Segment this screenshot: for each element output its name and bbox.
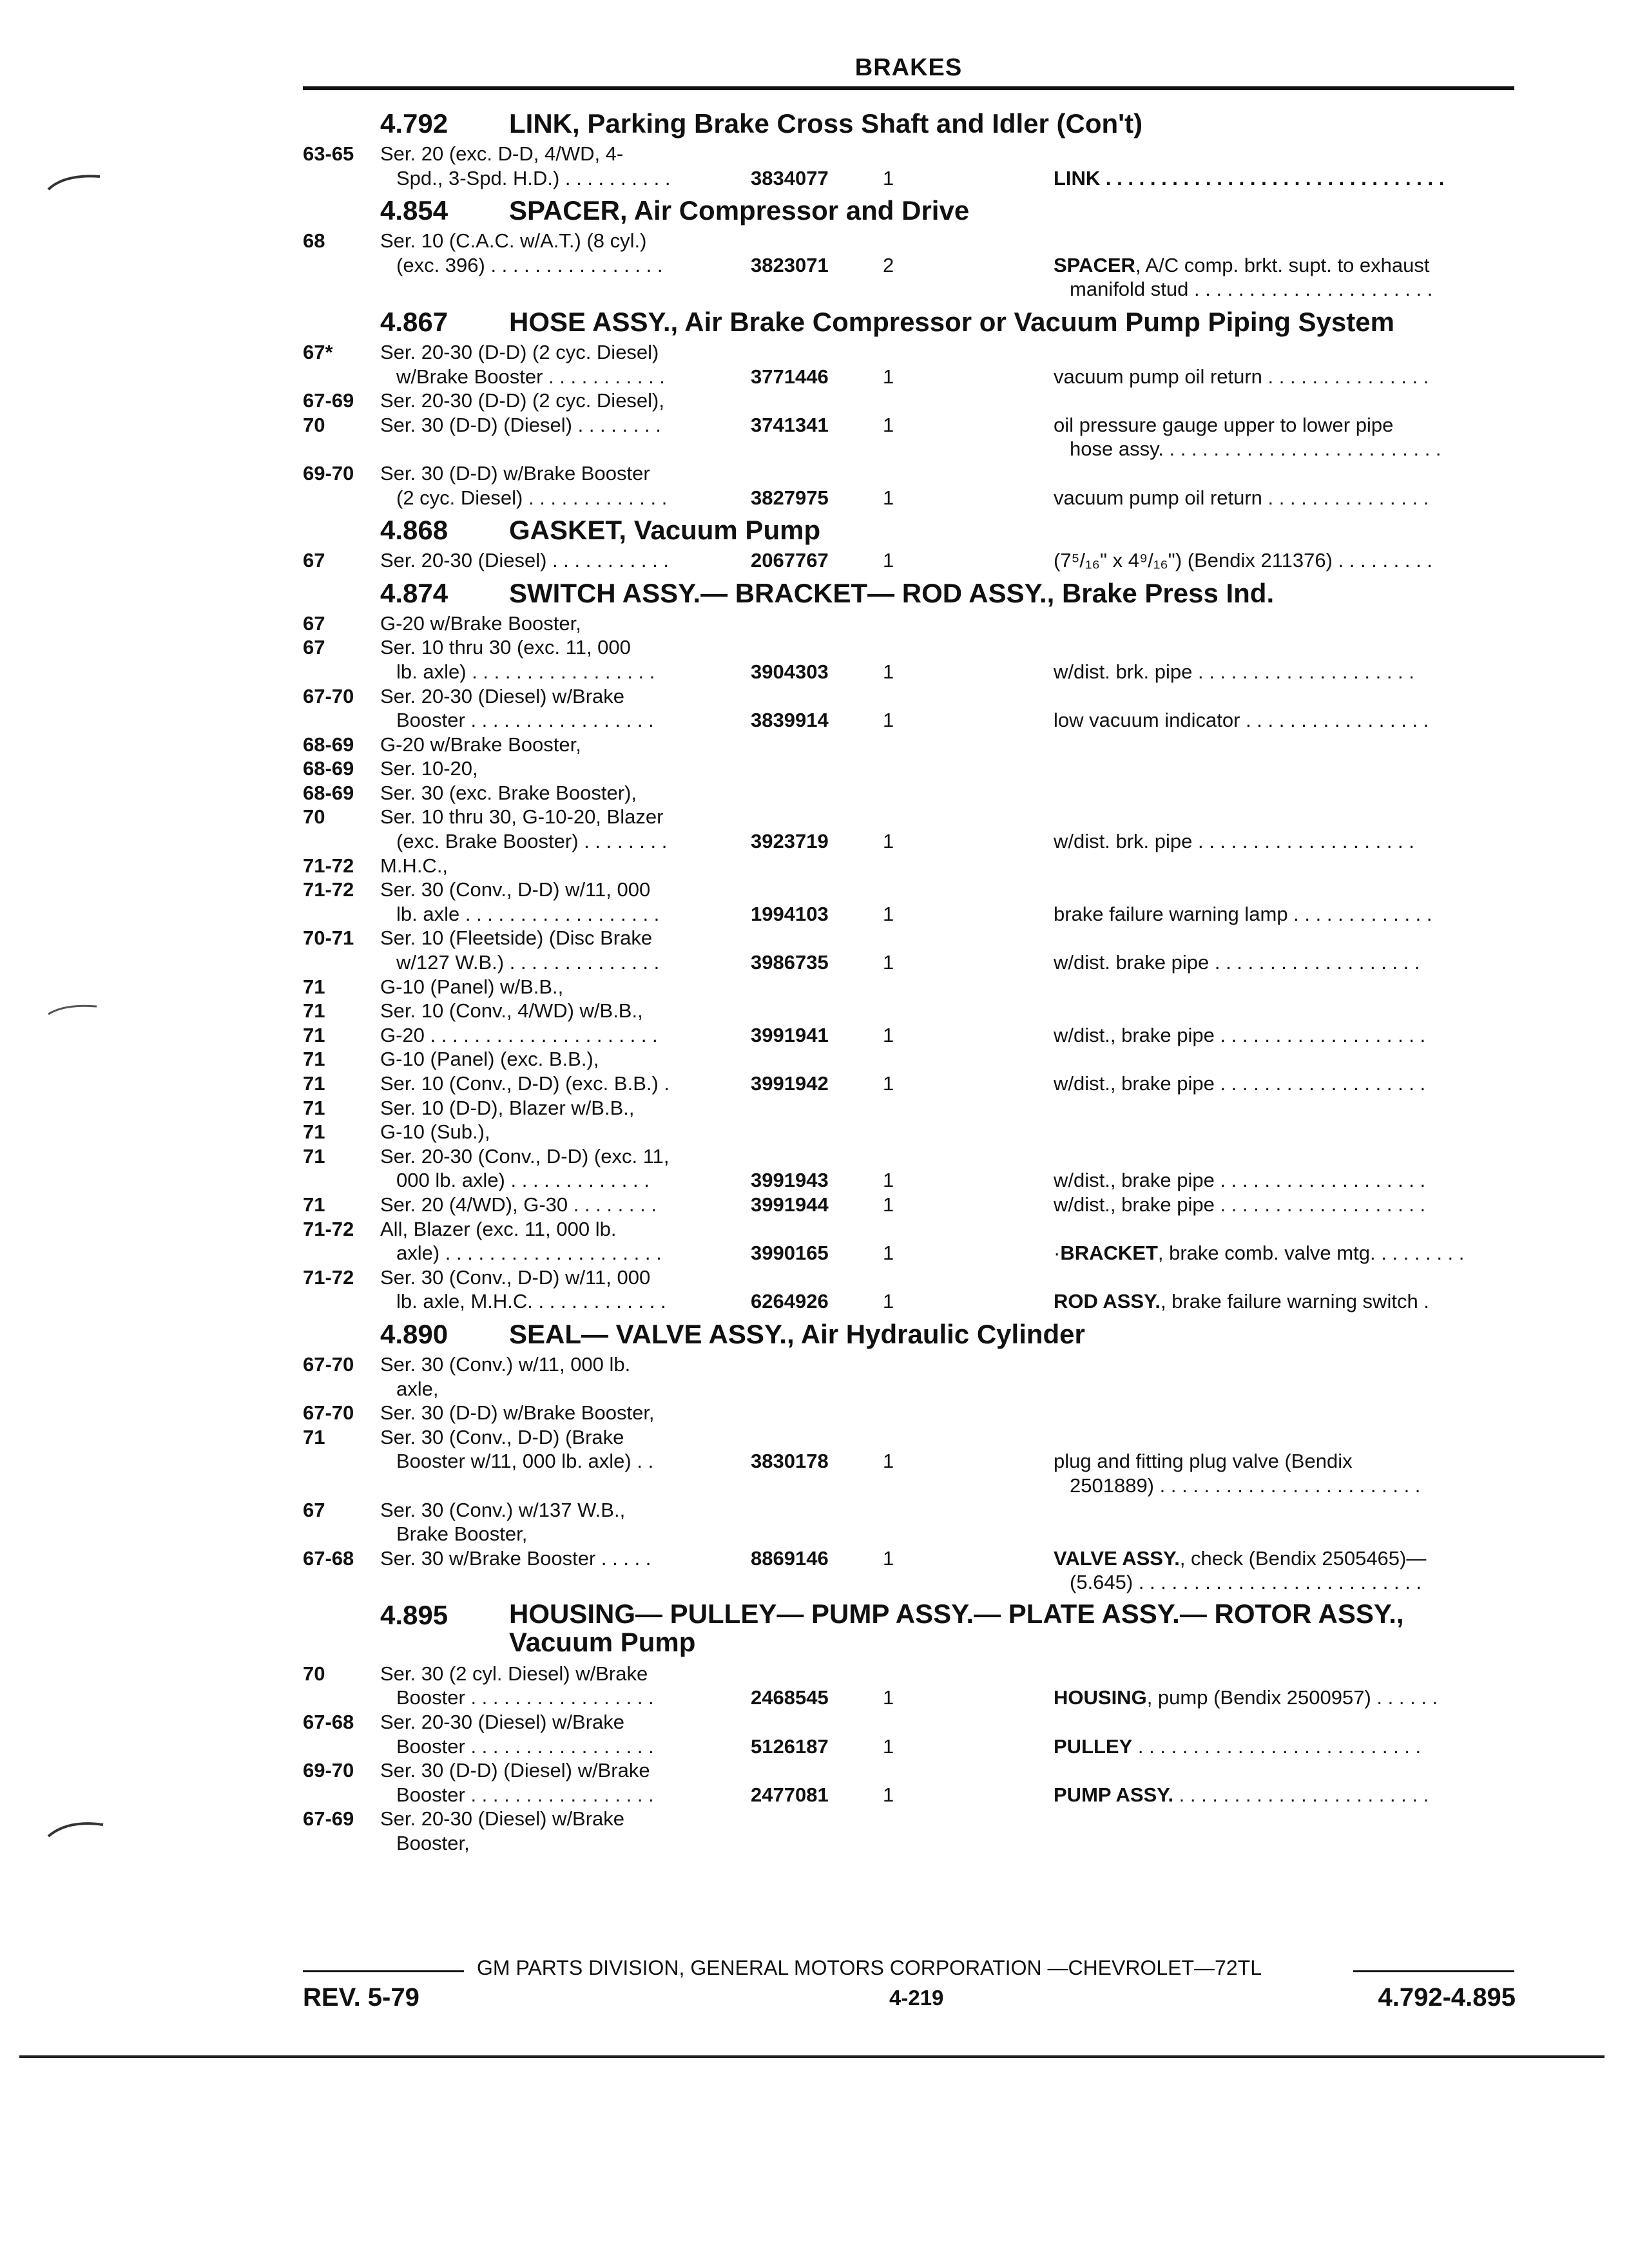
bottom-rule (19, 2055, 1605, 2058)
part-number: 3741341 (751, 413, 829, 436)
margin-mark (45, 1816, 110, 1841)
part-reference: PUMP ASSY. . . . . . . . . . . . . . . . . . . . . . . . (1054, 1783, 1429, 1806)
part-line (303, 975, 1514, 999)
part-number: 8869146 (751, 1546, 829, 1570)
application-description: Ser. 20-30 (D-D) (2 cyc. Diesel) (380, 340, 659, 363)
application-description: lb. axle, M.H.C. . . . . . . . . . . . . (396, 1290, 666, 1313)
part-line (303, 437, 1514, 461)
section-title: SEAL— VALVE ASSY., Air Hydraulic Cylinder (509, 1318, 1085, 1349)
part-line (303, 1096, 1514, 1120)
part-reference: ·BRACKET, brake comb. valve mtg. . . . . . . . . (1054, 1242, 1465, 1265)
part-line (303, 166, 1514, 191)
part-line (303, 1401, 1514, 1425)
quantity: 1 (883, 549, 894, 572)
model-years: 71-72 (303, 1265, 354, 1289)
model-years: 70 (303, 805, 325, 829)
part-line (303, 277, 1514, 302)
application-description: 000 lb. axle) . . . . . . . . . . . . . (396, 1169, 650, 1192)
application-description: Ser. 30 (D-D) (Diesel) . . . . . . . . (380, 413, 661, 436)
part-line (303, 1570, 1514, 1595)
quantity: 1 (883, 1783, 894, 1806)
part-reference: w/dist., brake pipe . . . . . . . . . . . . . . . . . . . (1054, 1072, 1426, 1095)
part-reference: low vacuum indicator . . . . . . . . . . . . . . . . . (1054, 709, 1429, 732)
section-heading (303, 575, 1514, 611)
part-line (303, 1807, 1514, 1831)
application-description: Ser. 10 (Fleetside) (Disc Brake (380, 927, 653, 950)
part-number: 3991941 (751, 1023, 829, 1046)
quantity: 1 (883, 1546, 894, 1570)
application-description: (exc. Brake Booster) . . . . . . . . (396, 830, 668, 853)
reference-keyword: PUMP ASSY. (1054, 1783, 1174, 1806)
model-years: 63-65 (303, 142, 354, 165)
part-reference: vacuum pump oil return . . . . . . . . . . . . . . . (1054, 365, 1429, 388)
model-years: 70 (303, 1662, 325, 1685)
part-line (303, 142, 1514, 166)
part-number: 3991942 (751, 1072, 829, 1095)
application-description: Ser. 20-30 (Diesel) w/Brake (380, 1807, 625, 1831)
model-years: 71 (303, 999, 325, 1023)
model-years: 71-72 (303, 878, 354, 901)
reference-keyword: ROD ASSY. (1054, 1290, 1161, 1313)
page-header: BRAKES (854, 54, 963, 81)
application-description: Ser. 10-20, (380, 757, 478, 780)
part-number: 3986735 (751, 951, 829, 974)
application-description: axle) . . . . . . . . . . . . . . . . . . . . (396, 1242, 662, 1265)
part-number: 3771446 (751, 365, 829, 388)
application-description: Ser. 20-30 (Diesel) . . . . . . . . . . . (380, 549, 669, 572)
part-line (303, 684, 1514, 709)
part-line (303, 1449, 1514, 1474)
part-line (303, 1168, 1514, 1193)
part-reference: w/dist. brake pipe . . . . . . . . . . . . . . . . . . . (1054, 951, 1420, 974)
part-line (303, 1710, 1514, 1735)
part-line (303, 486, 1514, 510)
quantity: 1 (883, 1735, 894, 1758)
application-description: Ser. 30 (Conv., D-D) (Brake (380, 1425, 624, 1448)
part-line (303, 1783, 1514, 1807)
part-reference: plug and fitting plug valve (Bendix (1054, 1450, 1353, 1473)
part-reference: w/dist. brk. pipe . . . . . . . . . . . . . . . . . . . . (1054, 660, 1414, 683)
application-description: All, Blazer (exc. 11, 000 lb. (380, 1217, 617, 1240)
application-description: Ser. 10 (Conv., 4/WD) w/B.B., (380, 999, 643, 1023)
part-line (303, 950, 1514, 975)
model-years: 71 (303, 1425, 325, 1448)
header-rule (303, 86, 1514, 90)
model-years: 67 (303, 636, 325, 659)
application-description: Booster . . . . . . . . . . . . . . . . . (396, 709, 654, 732)
part-line (303, 1120, 1514, 1144)
part-number: 3839914 (751, 709, 829, 732)
model-years: 67 (303, 1498, 325, 1521)
section-title: HOSE ASSY., Air Brake Compressor or Vacuum Pump Piping System (509, 306, 1394, 337)
page-number: 4-219 (889, 1986, 944, 2010)
model-years: 71 (303, 975, 325, 998)
reference-keyword: PULLEY (1054, 1735, 1133, 1758)
part-line (303, 756, 1514, 781)
section-number: 4.895 (380, 1599, 448, 1630)
footer-publisher: GM PARTS DIVISION, GENERAL MOTORS CORPORATION —CHEVROLET—72TL (477, 1956, 1262, 1979)
part-line (303, 708, 1514, 733)
margin-mark (45, 1000, 103, 1019)
model-years: 67 (303, 549, 325, 572)
section-title: LINK, Parking Brake Cross Shaft and Idler (Con't) (509, 108, 1143, 139)
application-description: lb. axle) . . . . . . . . . . . . . . . . . (396, 660, 655, 683)
part-line (303, 1047, 1514, 1072)
application-description: (2 cyc. Diesel) . . . . . . . . . . . . . (396, 486, 668, 509)
part-line (303, 1265, 1514, 1290)
part-reference: (7⁵/₁₆" x 4⁹/₁₆") (Bendix 211376) . . . . . . . . . (1054, 549, 1432, 572)
part-number: 1994103 (751, 902, 829, 925)
part-reference: manifold stud . . . . . . . . . . . . . . . . . . . . . . (1070, 278, 1433, 301)
reference-keyword: SPACER (1054, 253, 1135, 276)
section-number: 4.874 (380, 577, 448, 608)
model-years: 71 (303, 1072, 325, 1095)
part-number: 3827975 (751, 486, 829, 509)
application-description: G-20 w/Brake Booster, (380, 733, 581, 756)
application-description: G-20 . . . . . . . . . . . . . . . . . . . . . (380, 1023, 658, 1046)
application-description: Booster . . . . . . . . . . . . . . . . . (396, 1686, 654, 1709)
part-number: 3834077 (751, 166, 829, 189)
model-years: 67-68 (303, 1546, 354, 1570)
part-reference: w/dist., brake pipe . . . . . . . . . . . . . . . . . . . (1054, 1023, 1426, 1046)
application-description: Ser. 20-30 (D-D) (2 cyc. Diesel), (380, 389, 664, 412)
part-number: 3823071 (751, 253, 829, 276)
application-description: Ser. 30 (D-D) w/Brake Booster, (380, 1401, 655, 1425)
part-number: 3904303 (751, 660, 829, 683)
section-number: 4.792 (380, 108, 448, 139)
part-reference: PULLEY . . . . . . . . . . . . . . . . . . . . . . . . . . (1054, 1735, 1422, 1758)
part-number: 6264926 (751, 1290, 829, 1313)
part-line (303, 1217, 1514, 1242)
application-description: Ser. 30 (Conv.) w/137 W.B., (380, 1498, 626, 1521)
part-reference: brake failure warning lamp . . . . . . . . . . . . . (1054, 902, 1432, 925)
application-description: M.H.C., (380, 854, 448, 877)
part-number: 5126187 (751, 1735, 829, 1758)
application-description: w/127 W.B.) . . . . . . . . . . . . . . (396, 951, 660, 974)
reference-keyword: LINK . . . . . . . . . . . . . . . . . . . . . . . . . . . . . . . (1054, 166, 1445, 189)
part-reference: VALVE ASSY., check (Bendix 2505465)— (1054, 1546, 1427, 1570)
part-line (303, 389, 1514, 413)
part-line (303, 1522, 1514, 1546)
application-description: G-10 (Panel) w/B.B., (380, 975, 564, 998)
part-reference (1054, 166, 1514, 191)
model-years: 67-68 (303, 1711, 354, 1734)
part-line (303, 413, 1514, 437)
part-line (303, 1023, 1514, 1048)
quantity: 1 (883, 413, 894, 436)
part-line (303, 660, 1514, 684)
model-years: 68-69 (303, 781, 354, 804)
part-line (303, 1546, 1514, 1571)
part-line (303, 1241, 1514, 1265)
part-line (303, 733, 1514, 757)
part-line (303, 1377, 1514, 1401)
application-description: Booster . . . . . . . . . . . . . . . . . (396, 1735, 654, 1758)
application-description: G-10 (Panel) (exc. B.B.), (380, 1048, 599, 1071)
footer-rule-right (1353, 1970, 1514, 1972)
application-description: Booster w/11, 000 lb. axle) . . (396, 1450, 654, 1473)
section-range: 4.792-4.895 (1378, 1983, 1516, 2012)
part-reference: oil pressure gauge upper to lower pipe (1054, 413, 1394, 436)
application-description: Ser. 10 thru 30, G-10-20, Blazer (380, 805, 664, 829)
reference-keyword: BRACKET (1060, 1242, 1158, 1265)
application-description: Ser. 20 (4/WD), G-30 . . . . . . . . (380, 1193, 657, 1216)
part-reference: ROD ASSY., brake failure warning switch . (1054, 1290, 1429, 1313)
application-description: Ser. 10 (D-D), Blazer w/B.B., (380, 1096, 635, 1119)
model-years: 71 (303, 1048, 325, 1071)
model-years: 67* (303, 340, 333, 363)
section-heading (303, 193, 1514, 229)
application-description: Ser. 10 thru 30 (exc. 11, 000 (380, 636, 631, 659)
part-line (303, 1289, 1514, 1314)
part-line (303, 635, 1514, 660)
quantity: 1 (883, 1450, 894, 1473)
application-description: Ser. 30 (Conv., D-D) w/11, 000 (380, 1265, 651, 1289)
part-number: 3830178 (751, 1450, 829, 1473)
application-description: Ser. 30 (D-D) (Diesel) w/Brake (380, 1759, 650, 1782)
application-description: (exc. 396) . . . . . . . . . . . . . . . . (396, 253, 663, 276)
part-line (303, 1498, 1514, 1523)
model-years: 70 (303, 413, 325, 436)
application-description: Ser. 20-30 (Diesel) w/Brake (380, 1711, 625, 1734)
part-number: 2067767 (751, 549, 829, 572)
application-description: Ser. 30 (Conv., D-D) w/11, 000 (380, 878, 651, 901)
quantity: 1 (883, 902, 894, 925)
application-description: G-10 (Sub.), (380, 1120, 490, 1144)
part-line (303, 461, 1514, 486)
footer-rule-left (303, 1970, 464, 1972)
part-number: 3991943 (751, 1169, 829, 1192)
section-gap (303, 1856, 1514, 1858)
part-line (303, 548, 1514, 573)
reference-keyword: VALVE ASSY. (1054, 1546, 1180, 1570)
quantity: 1 (883, 660, 894, 683)
model-years: 69-70 (303, 1759, 354, 1782)
section-heading (303, 304, 1514, 340)
section-heading (303, 1316, 1514, 1352)
part-line (303, 611, 1514, 636)
application-description: Ser. 10 (Conv., D-D) (exc. B.B.) . (380, 1072, 670, 1095)
application-description: Ser. 30 (exc. Brake Booster), (380, 781, 637, 804)
part-reference: w/dist. brk. pipe . . . . . . . . . . . . . . . . . . . . (1054, 830, 1414, 853)
quantity: 1 (883, 1072, 894, 1095)
application-description: Ser. 20 (exc. D-D, 4/WD, 4- (380, 142, 624, 165)
part-number: 2477081 (751, 1783, 829, 1806)
model-years: 68-69 (303, 757, 354, 780)
part-reference: w/dist., brake pipe . . . . . . . . . . . . . . . . . . . (1054, 1169, 1426, 1192)
section-number: 4.854 (380, 195, 448, 226)
quantity: 1 (883, 1242, 894, 1265)
parts-listing (303, 106, 1514, 1858)
part-reference: HOUSING, pump (Bendix 2500957) . . . . . . (1054, 1686, 1438, 1709)
part-line (303, 1686, 1514, 1710)
part-line (303, 1193, 1514, 1217)
model-years: 67 (303, 611, 325, 635)
quantity: 1 (883, 709, 894, 732)
model-years: 69-70 (303, 461, 354, 485)
model-years: 67-69 (303, 389, 354, 412)
part-line (303, 1425, 1514, 1450)
application-description: lb. axle . . . . . . . . . . . . . . . . . . (396, 902, 660, 925)
part-line (303, 878, 1514, 902)
quantity: 1 (883, 166, 894, 189)
quantity: 1 (883, 1023, 894, 1046)
quantity: 1 (883, 365, 894, 388)
part-number: 2468545 (751, 1686, 829, 1709)
model-years: 67-70 (303, 1401, 354, 1425)
application-description: Spd., 3-Spd. H.D.) . . . . . . . . . . (396, 166, 671, 189)
application-description: Ser. 30 (D-D) w/Brake Booster (380, 461, 650, 485)
model-years: 68 (303, 229, 325, 253)
application-description: Brake Booster, (396, 1523, 528, 1546)
section-title: GASKET, Vacuum Pump (509, 515, 821, 546)
part-line (303, 1662, 1514, 1686)
part-line (303, 805, 1514, 829)
part-reference: SPACER, A/C comp. brkt. supt. to exhaust (1054, 253, 1430, 276)
part-reference: vacuum pump oil return . . . . . . . . . . . . . . . (1054, 486, 1429, 509)
part-line (303, 1474, 1514, 1498)
margin-mark (45, 169, 103, 195)
application-description: G-20 w/Brake Booster, (380, 611, 581, 635)
part-line (303, 902, 1514, 927)
part-line (303, 781, 1514, 805)
part-line (303, 926, 1514, 950)
section-number: 4.868 (380, 515, 448, 546)
application-description: Ser. 30 w/Brake Booster . . . . . (380, 1546, 651, 1570)
model-years: 68-69 (303, 733, 354, 756)
reference-keyword: HOUSING (1054, 1686, 1147, 1709)
quantity: 1 (883, 1193, 894, 1216)
part-line (303, 829, 1514, 854)
model-years: 71 (303, 1120, 325, 1144)
section-heading (303, 512, 1514, 548)
application-description: w/Brake Booster . . . . . . . . . . . (396, 365, 665, 388)
model-years: 71 (303, 1096, 325, 1119)
part-line (303, 999, 1514, 1023)
part-line (303, 1144, 1514, 1169)
part-reference: (5.645) . . . . . . . . . . . . . . . . . . . . . . . . . . (1070, 1571, 1422, 1594)
model-years: 70-71 (303, 927, 354, 950)
model-years: 71 (303, 1193, 325, 1216)
part-line (303, 1072, 1514, 1096)
application-description: Ser. 30 (2 cyl. Diesel) w/Brake (380, 1662, 648, 1685)
section-number: 4.867 (380, 306, 448, 337)
part-number: 3923719 (751, 830, 829, 853)
application-description: Booster, (396, 1832, 470, 1855)
section-title: SWITCH ASSY.— BRACKET— ROD ASSY., Brake Press Ind. (509, 577, 1275, 608)
part-line (303, 1831, 1514, 1856)
part-reference: 2501889) . . . . . . . . . . . . . . . . . . . . . . . . (1070, 1474, 1421, 1497)
application-description: Ser. 20-30 (Diesel) w/Brake (380, 684, 625, 707)
section-heading (303, 1597, 1514, 1662)
quantity: 1 (883, 1290, 894, 1313)
part-line (303, 365, 1514, 389)
quantity: 1 (883, 1169, 894, 1192)
part-number: 3990165 (751, 1242, 829, 1265)
model-years: 67-70 (303, 1352, 354, 1376)
model-years: 71 (303, 1144, 325, 1168)
part-line (303, 1758, 1514, 1783)
part-line (303, 1735, 1514, 1759)
part-line (303, 854, 1514, 878)
section-heading (303, 106, 1514, 142)
part-reference: hose assy. . . . . . . . . . . . . . . . . . . . . . . . . . (1070, 437, 1441, 461)
application-description: axle, (396, 1377, 439, 1400)
part-line (303, 229, 1514, 253)
part-reference: w/dist., brake pipe . . . . . . . . . . . . . . . . . . . (1054, 1193, 1426, 1216)
section-number: 4.890 (380, 1318, 448, 1349)
revision-label: REV. 5-79 (303, 1983, 419, 2012)
quantity: 1 (883, 486, 894, 509)
model-years: 71-72 (303, 854, 354, 877)
part-line (303, 253, 1514, 278)
application-description: Ser. 30 (Conv.) w/11, 000 lb. (380, 1352, 631, 1376)
model-years: 71 (303, 1023, 325, 1046)
section-title: HOUSING— PULLEY— PUMP ASSY.— PLATE ASSY.— ROTOR ASSY., Vacuum Pump (509, 1598, 1404, 1657)
model-years: 67-70 (303, 684, 354, 707)
application-description: Ser. 20-30 (Conv., D-D) (exc. 11, (380, 1144, 670, 1168)
quantity: 1 (883, 1686, 894, 1709)
model-years: 67-69 (303, 1807, 354, 1831)
part-line (303, 340, 1514, 365)
quantity: 2 (883, 253, 894, 276)
application-description: Booster . . . . . . . . . . . . . . . . . (396, 1783, 654, 1806)
part-number: 3991944 (751, 1193, 829, 1216)
part-line (303, 1352, 1514, 1377)
model-years: 71-72 (303, 1217, 354, 1240)
quantity: 1 (883, 951, 894, 974)
quantity: 1 (883, 830, 894, 853)
section-title: SPACER, Air Compressor and Drive (509, 195, 970, 226)
application-description: Ser. 10 (C.A.C. w/A.T.) (8 cyl.) (380, 229, 647, 253)
